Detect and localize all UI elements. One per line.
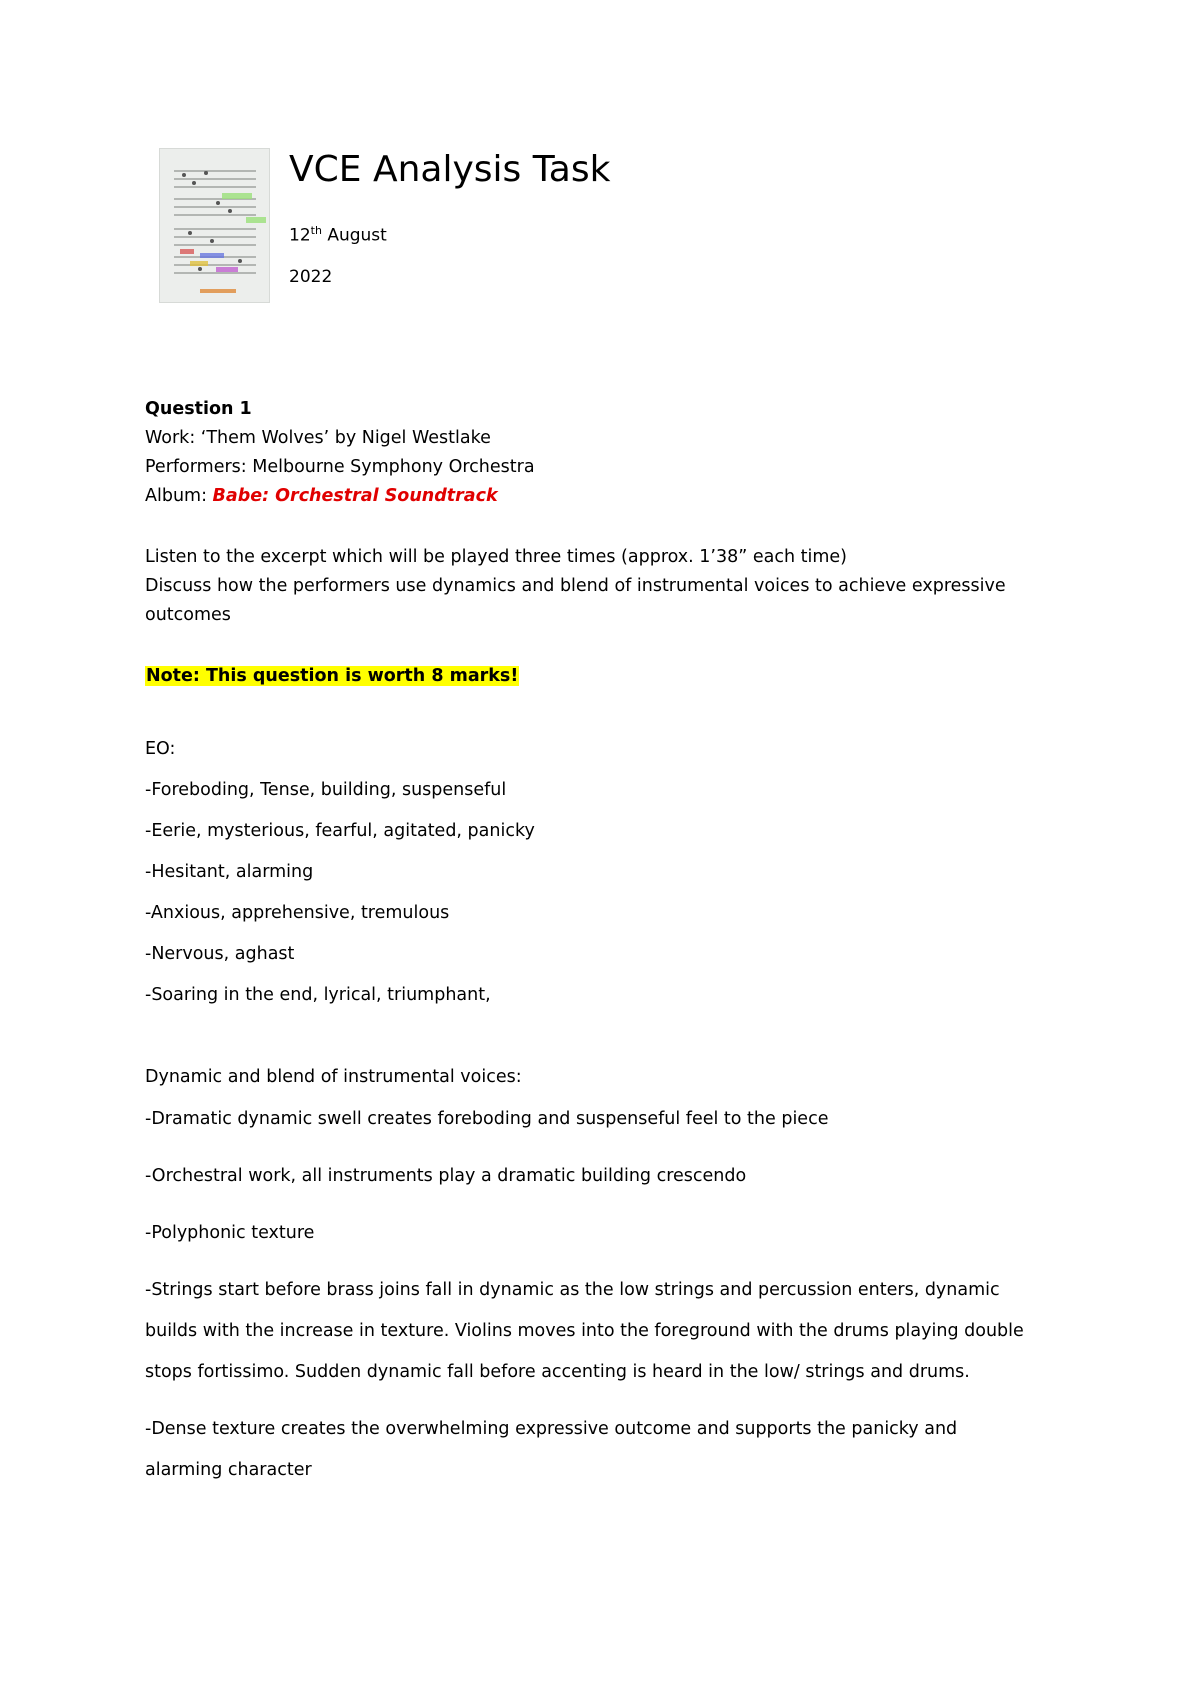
album-label: Album: xyxy=(145,486,213,506)
dynamics-item-line: builds with the increase in texture. Violins moves into the foreground with the drums playing double xyxy=(145,1321,1024,1341)
album-value: Babe: Orchestral Soundtrack xyxy=(212,486,498,506)
eo-item: -Hesitant, alarming xyxy=(145,862,314,882)
instruction-line-3: outcomes xyxy=(145,605,231,625)
dynamics-item-line: -Dense texture creates the overwhelming expressive outcome and supports the panicky and xyxy=(145,1419,958,1439)
dynamics-item: -Dramatic dynamic swell creates foreboding and suspenseful feel to the piece xyxy=(145,1109,829,1129)
date-suffix: th xyxy=(310,224,322,237)
question-performers: Performers: Melbourne Symphony Orchestra xyxy=(145,457,535,477)
date-line xyxy=(289,219,387,248)
question-album xyxy=(145,484,498,508)
instruction-line-2: Discuss how the performers use dynamics and blend of instrumental voices to achieve expressive xyxy=(145,576,1006,596)
eo-item: -Eerie, mysterious, fearful, agitated, panicky xyxy=(145,821,535,841)
question-work: Work: ‘Them Wolves’ by Nigel Westlake xyxy=(145,428,491,448)
marks-note xyxy=(145,664,519,688)
dynamics-item: -Polyphonic texture xyxy=(145,1223,315,1243)
date-day: 12 xyxy=(289,225,311,246)
marks-note-highlight: Note: This question is worth 8 marks! xyxy=(146,666,519,686)
score-thumbnail-image xyxy=(159,148,270,303)
eo-item: -Nervous, aghast xyxy=(145,944,295,964)
dynamics-item: -Orchestral work, all instruments play a dramatic building crescendo xyxy=(145,1166,747,1186)
document-title: VCE Analysis Task xyxy=(289,149,611,190)
eo-item: -Foreboding, Tense, building, suspenseful xyxy=(145,780,507,800)
dynamics-item-line: stops fortissimo. Sudden dynamic fall before accenting is heard in the low/ strings and drums. xyxy=(145,1362,970,1382)
date-month: August xyxy=(321,225,387,246)
eo-item: -Soaring in the end, lyrical, triumphant, xyxy=(145,985,491,1005)
date-year: 2022 xyxy=(289,267,333,287)
dynamics-item-line: -Strings start before brass joins fall in dynamic as the low strings and percussion enters, dynamic xyxy=(145,1280,1000,1300)
eo-item: -Anxious, apprehensive, tremulous xyxy=(145,903,450,923)
question-heading: Question 1 xyxy=(145,399,252,419)
dynamics-item-line: alarming character xyxy=(145,1460,312,1480)
dynamics-heading: Dynamic and blend of instrumental voices: xyxy=(145,1067,522,1087)
eo-heading: EO: xyxy=(145,739,176,759)
instruction-line-1: Listen to the excerpt which will be played three times (approx. 1’38” each time) xyxy=(145,547,848,567)
